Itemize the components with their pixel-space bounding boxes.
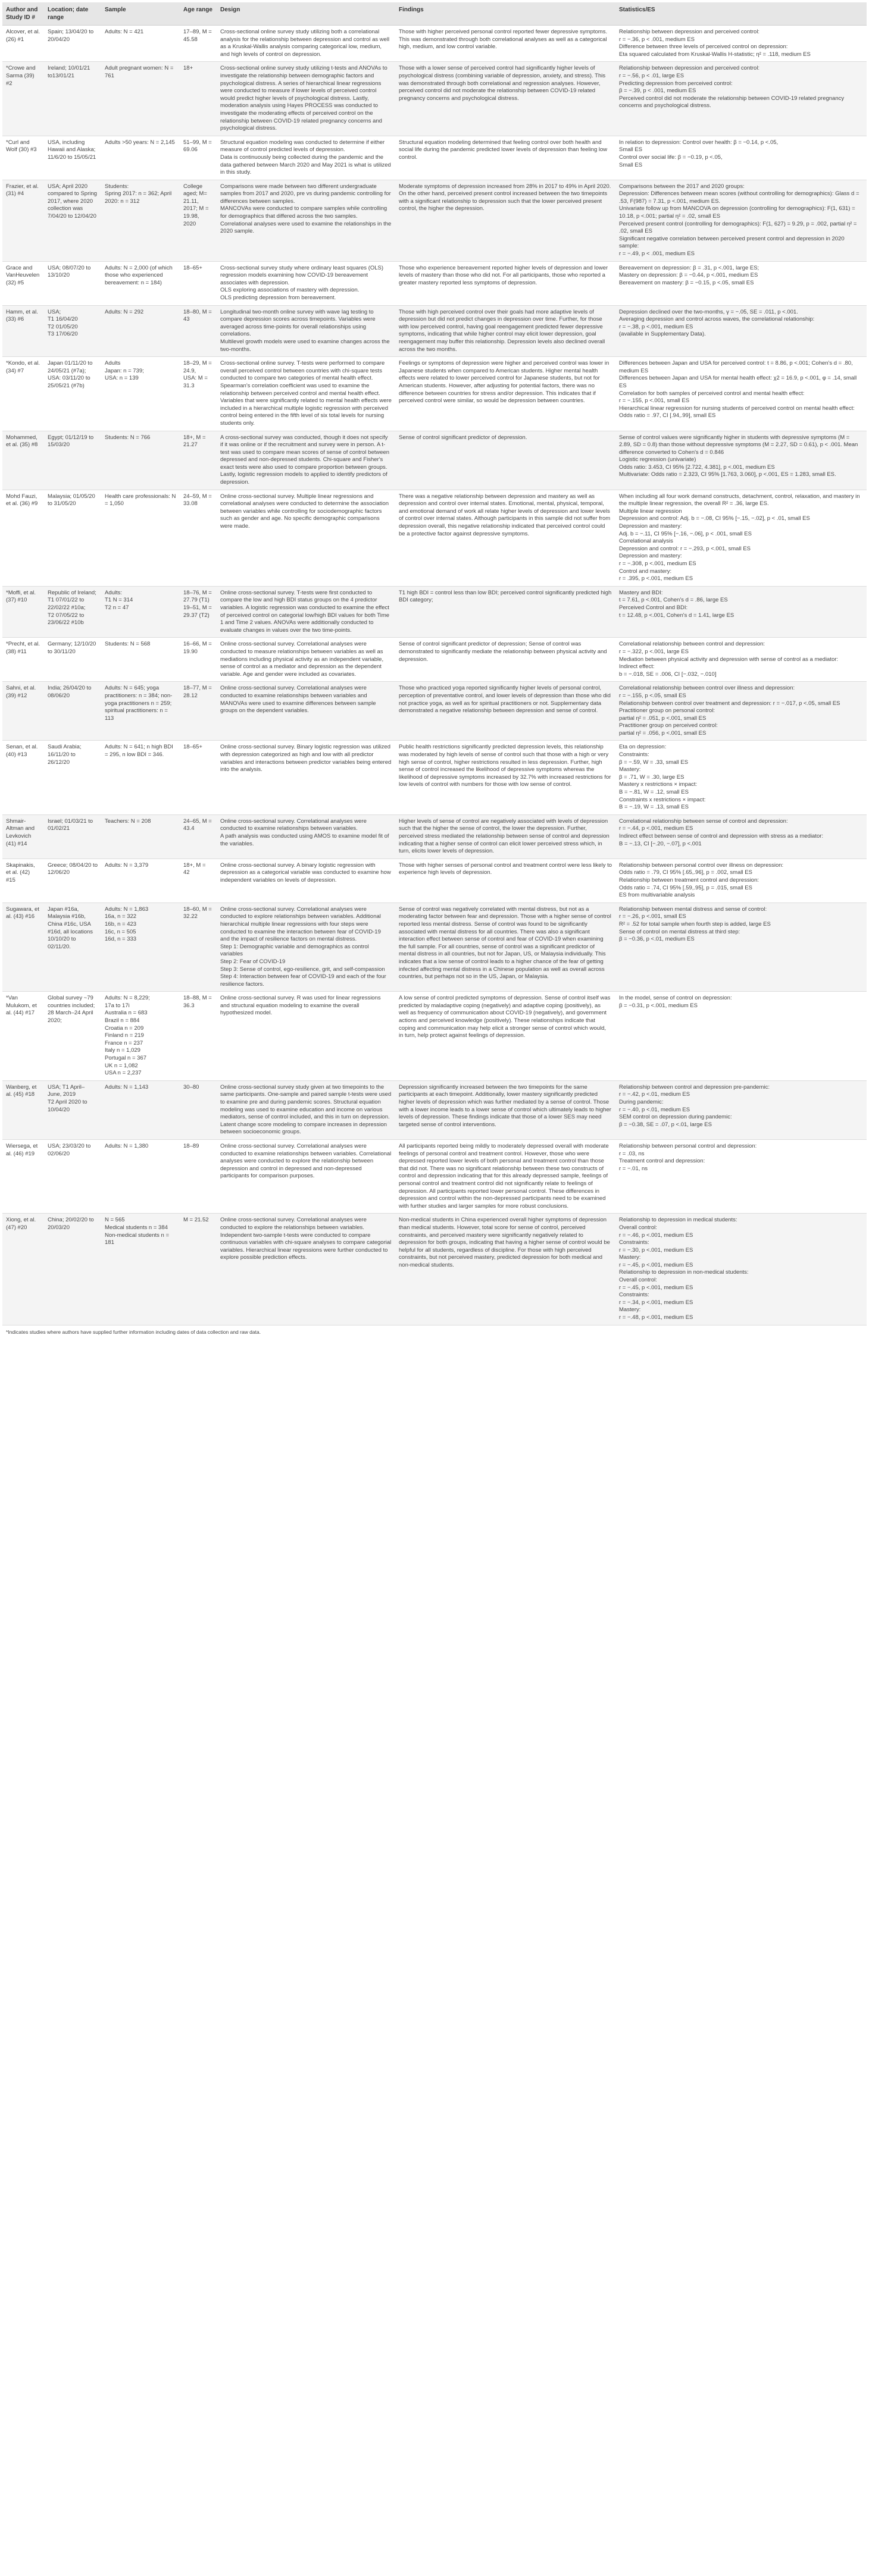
cell-findings: Those with a lower sense of perceived control had significantly higher levels of psychological distress (combining variable of depression, anxiety, and stress). This was demonstrated through both correlational and regression analyses. However, perceived control did not moderate the relationship between COVID-19 related pregnancy concerns and psychological distress. [395,62,615,136]
cell-findings: Sense of control significant predictor of depression. [395,431,615,490]
cell-age: 18–65+ [180,741,217,814]
cell-statistics: Comparisons between the 2017 and 2020 groups: Depression: Differences between mean scores (without controlling for demographics): Glass d = .53, F(987) = 7.31, p <.001, medium ES. Univariate follow up from MANCOVA on depression (controlling for demographics): F(1, 631) = 10.18, p <.001; partial η² = .02, small ES Perceived present control (controlling for demographics): F(1, 627) = 9.29, p = .002, partial η² = .02, small ES Significant negative correlation between perceived present control and depression in 2020 sample: r = −.49, p < .001, medium ES [615,180,867,261]
table-row [2,814,867,858]
cell-author: Mohammed, et al. (35) #8 [2,431,44,490]
cell-statistics: Eta on depression: Constraints: β = −.59, W = .33, small ES Mastery: β = .71, W = .30, large ES Mastery x restrictions × impact: B = −.81, W = .12, small ES Constraints x restrictions × impact: B = −.19, W = .13, small ES [615,741,867,814]
cell-statistics: Sense of control values were significantly higher in students with depressive symptoms (M = 2.89, SD = 0.8) than those without depressive symptoms (M = 2.27, SD = 0.61), p < .001. Mean difference converted to Cohen's d = 0.846 Logistic regression (univariate) Odds ratio: 3.453, CI 95% [2.722, 4.381], p <.001, medium ES Multivariate: Odds ratio = 2.323, CI 95% [1.763, 3.060], p <.001, ES = 1.283, small ES. [615,431,867,490]
cell-design: Cross-sectional survey study where ordinary least squares (OLS) regression models examining how COVID-19 bereavement associates with depression. OLS exploring associations of mastery with depression. OLS predicting depression from bereavement. [217,261,395,305]
table-row [2,902,867,992]
cell-findings: There was a negative relationship between depression and mastery as well as depression and control over internal states. Emotional, mental, physical, temporal, and emotional demand of work all relate higher levels of depression and lower levels of control over internal states. Although participants in this sample did not suffer from depression overall, this negative relationship indicated that perceived control could be a protective factor against depressive symptoms. [395,490,615,586]
cell-author: Wiersega, et al. (46) #19 [2,1139,44,1213]
cell-statistics: Relationship to depression in medical students: Overall control: r = −.46, p <.001, medium ES Constraints: r = −.30, p <.001, medium ES Mastery: r = −.45, p <.001, medium ES Relationship to depression in non-medical students: Overall control: r = −.45, p <.001, medium ES Constraints: r = −.34, p <.001, medium ES Mastery: r = −.48, p <.001, medium ES [615,1214,867,1325]
cell-statistics: When including all four work demand constructs, detachment, control, relaxation, and mastery in the multiple linear regression, the overall R² = .36, large ES. Multiple linear regression Depression and control: Adj. b = −.08, CI 95% [−.15, −.02], p < .01, small ES Depression and mastery: Adj. b = −.11, CI 95% [−.16, −.06], p < .001, small ES Correlational analysis Depression and control: r = −.293, p <.001, small ES Depression and mastery: r = −.308, p <.001, medium ES Control and mastery: r = .395, p <.001, medium ES [615,490,867,586]
cell-author: Mohd Fauzi, et al. (36) #9 [2,490,44,586]
cell-design: Comparisons were made between two different undergraduate samples from 2017 and 2020, pre vs during pandemic controlling for differences between samples. MANCOVAs were conducted to compare samples while controlling for demographics that differed across the two samples. Correlational analyses were used to examine the relationships in the 2020 sample. [217,180,395,261]
cell-author: *Van Mulukom, et al. (44) #17 [2,992,44,1081]
table-row [2,1214,867,1325]
cell-age: 18–80, M = 43 [180,305,217,357]
cell-age: 17–89, M = 45.58 [180,26,217,62]
cell-findings: Non-medical students in China experienced overall higher symptoms of depression than medical students. However, total score for sense of control, perceived constraints, and perceived mastery were significantly negatively related to depression for both groups, indicating that having a higher sense of control would be helpful for all students, regardless of discipline. For those with high perceived constraints, but not perceived mastery, predicted depression for both medical and non-medical students. [395,1214,615,1325]
cell-statistics: Relationship between control and depression pre-pandemic: r = −.42, p <.01, medium ES During pandemic: r = −.40, p <.01, medium ES SEM control on depression during pandemic: β = −0.38, SE = .07, p <.01, large ES [615,1080,867,1139]
cell-location: Egypt; 01/12/19 to 15/03/20 [44,431,101,490]
cell-findings: Those with high perceived control over their goals had more adaptive levels of depression but did not predict changes in depression over time. Further, for those with low perceived control, having goal reengagement predicted fewer depressive symptoms, indicating that while higher control may elicit lower depression, goal reengagement may buffer this relationship. Depression levels also declined overall across the two months. [395,305,615,357]
cell-design: A cross-sectional survey was conducted, though it does not specify if it was online or if the recruitment and survey were in person. A t-test was used to compare mean scores of sense of control between depressed and non-depressed students. Chi-square and Fisher's exact tests were also used to compare proportion between groups. Lastly, logistic regression models to applied to identify predictors of depression. [217,431,395,490]
cell-statistics: Relationship between mental distress and sense of control: r = −.26, p <.001, small ES R² = .52 for total sample when fourth step is added, large ES Sense of control on mental distress at third step: β = −0.36, p <.01, medium ES [615,902,867,992]
cell-age: 18–89 [180,1139,217,1213]
table-row [2,741,867,814]
cell-location: Israel; 01/03/21 to 01/02/21 [44,814,101,858]
cell-statistics: Bereavement on depression: β = .31, p <.001, large ES; Mastery on depression: β = −0.44, p <.001, medium ES Bereavement on mastery: β = −0.15, p <.05, small ES [615,261,867,305]
cell-design: Online cross-sectional survey. Correlational analyses were conducted to explore the relationships between variables. Independent two-sample t-tests were conducted to compare continuous variables with chi-square analyses to compare categorial variables. Hierarchical linear regressions were further conducted to explore possible prediction effects. [217,1214,395,1325]
cell-author: *Curl and Wolf (30) #3 [2,136,44,180]
cell-age: 18–29, M = 24.9, USA: M = 31.3 [180,357,217,431]
cell-location: USA; T1 16/04/20 T2 01/05/20 T3 17/06/20 [44,305,101,357]
table-row [2,26,867,62]
cell-design: Online cross-sectional survey. Correlational analyses were conducted to examine relationships between variables. A path analysis was conducted using AMOS to examine model fit of the variables. [217,814,395,858]
table-footnote: *Indicates studies where authors have supplied further information including dates of data collection and raw data. [6,1328,261,1335]
cell-age: 18–88, M = 36.3 [180,992,217,1081]
cell-findings: T1 high BDI = control less than low BDI; perceived control significantly predicted high BDI category; [395,586,615,638]
cell-author: Xiong, et al. (47) #20 [2,1214,44,1325]
cell-sample: Adults: N = 2,000 (of which those who experienced bereavement: n = 184) [101,261,180,305]
cell-age: 18–77, M = 28.12 [180,682,217,741]
table-row [2,992,867,1081]
cell-sample: Adults >50 years: N = 2,145 [101,136,180,180]
cell-findings: Those who experience bereavement reported higher levels of depression and lower levels of mastery than those who did not. For all participants, those who reported a greater mastery reported less symptoms of depression. [395,261,615,305]
cell-design: Online cross-sectional survey. Binary logistic regression was utilized with depression categorized as high and low with all predictor variables and interactions between predictor variables being entered into the analysis. [217,741,395,814]
table-row [2,180,867,261]
table-row [2,490,867,586]
cell-sample: Adults Japan: n = 739; USA: n = 139 [101,357,180,431]
header-author: Author and Study ID # [2,2,44,26]
cell-sample: Students: N = 568 [101,638,180,682]
table-row [2,586,867,638]
table-row [2,858,867,902]
cell-findings: Moderate symptoms of depression increased from 28% in 2017 to 49% in April 2020. On the other hand, perceived present control increased between the two timepoints with a significant relationship to depression such that the lower perceived present control, the higher the depression. [395,180,615,261]
cell-statistics: Correlational relationship between control and depression: r = −.322, p <.001, large ES Mediation between physical activity and depression with sense of control as a mediator: Indirect effect: b = −.018, SE = .006, CI [−.032, −.010] [615,638,867,682]
table-row [2,638,867,682]
table-row [2,261,867,305]
table-row [2,305,867,357]
cell-sample: Adults: N = 641; n high BDI = 295, n low BDI = 346. [101,741,180,814]
cell-age: College aged; M= 21.11, 2017; M = 19.98, 2020 [180,180,217,261]
cell-design: Online cross-sectional survey. T-tests were first conducted to compare the low and high BDI status groups on the 4 predictor variables. A logistic regression was conducted to examine the effect of perceived control on categorial low/high BDI values for both Time 1 and Time 2 values. ANOVAs were additionally conducted to evaluate changes in values over the two time-points. [217,586,395,638]
cell-location: USA; T1 April–June, 2019 T2 April 2020 to 10/04/20 [44,1080,101,1139]
cell-statistics: Depression declined over the two-months, γ = −.05, SE = .011, p <.001. Averaging depression and control across waves, the correlational relationship: r = −.38, p <.001, medium ES (available in Supplementary Data). [615,305,867,357]
cell-sample: Health care professionals: N = 1,050 [101,490,180,586]
cell-sample: Adults: N = 8,229; 17a to 17i Australia n = 683 Brazil n = 884 Croatia n = 209 Finland n = 219 France n = 237 Italy n = 1,029 Portugal n = 367 UK n = 1,082 USA n = 2,237 [101,992,180,1081]
cell-location: USA; 08/07/20 to 13/10/20 [44,261,101,305]
cell-age: 18+, M = 21.27 [180,431,217,490]
cell-findings: Those with higher perceived personal control reported fewer depressive symptoms. This was demonstrated through both correlational analyses as well as a categorical high, medium, and low control variable. [395,26,615,62]
cell-findings: Feelings or symptoms of depression were higher and perceived control was lower in Japanese students when compared to American students. Higher mental health effects were related to lower perceived control for Japanese students, but not for American students. However, after adjusting for potential factors, there was no difference between countries for stress and/or depression. This indicates that if perceived control were similar, so would be depression between countries. [395,357,615,431]
cell-sample: Students: N = 766 [101,431,180,490]
cell-sample: Adults: N = 292 [101,305,180,357]
cell-statistics: Differences between Japan and USA for perceived control: t = 8.86, p <.001; Cohen's d = .80, medium ES Differences between Japan and USA for mental health effect: χ2 = 16.9, p <.001, φ = .14, small ES Correlation for both samples of perceived control and mental health effect: r = −.155, p <.001, small ES Hierarchical linear regression for nursing students of perceived control on mental health effect: Odds ratio = .97, CI [.94,.99], small ES [615,357,867,431]
cell-findings: Sense of control was negatively correlated with mental distress, but not as a moderating factor between fear and depression. Those with a higher sense of control reported less mental distress. Sense of control was found to be significantly associated with mental distress for all countries. There was also a significant interaction effect between sense of control and fear of COVID-19 when examining the full sample. For all countries, sense of control was a significant predictor of mental distress in all countries, but not for Japan, US, or Malaysia individually. This indicates that a low sense of control leads to a higher chance of the fear of getting infected affecting mental distress in a Chinese population as well as overall across countries, but perhaps not so in the US, Japan, or Malaysia. [395,902,615,992]
cell-age: 18–76, M = 27.79 (T1) 19–51, M = 29.37 (T2) [180,586,217,638]
cell-findings: Public health restrictions significantly predicted depression levels, this relationship was moderated by high levels of sense of control such that those with a high or very high sense of control, higher restrictions resulted in less depression. Further, high sense of control increased the likelihood of depressive symptoms whereas the likelihood of depressive symptoms increased by 32.7% with increased restrictions for low levels of control with numbers for those with low sense of control. [395,741,615,814]
cell-statistics: Relationship between depression and perceived control: r = −.56, p < .01, large ES Predicting depression from perceived control: β = −.39, p < .001, medium ES Perceived control did not moderate the relationship between COVID-19 related pregnancy concerns and psychological distress. [615,62,867,136]
cell-location: Ireland; 10/01/21 to13/01/21 [44,62,101,136]
cell-design: Online cross-sectional survey. A binary logistic regression with depression as a categorical variable was conducted to examine how independent variables on levels of depression. [217,858,395,902]
table-row [2,1139,867,1213]
cell-design: Cross-sectional online survey. T-tests were performed to compare overall perceived control between countries with chi-square tests conducted to compare two categories of mental health effect. Spearman's correlation coefficient was used to examine the relationship between perceived control and mental health effect. Variables that were significantly related to mental health effects were included in a hierarchical multiple logistic regression with perceived control being entered in the fifth level of six total levels for nursing students only. [217,357,395,431]
cell-location: India; 26/04/20 to 08/06/20 [44,682,101,741]
cell-findings: Those with higher senses of personal control and treatment control were less likely to experience high levels of depression. [395,858,615,902]
cell-author: Sahni, et al. (39) #12 [2,682,44,741]
cell-author: Grace and VanHeuvelen (32) #5 [2,261,44,305]
table-row [2,357,867,431]
cell-author: *Crowe and Sarma (39) #2 [2,62,44,136]
cell-statistics: In relation to depression: Control over health: β = −0.14, p <.05, Small ES Control over social life: β = −0.19, p <.05, Small ES [615,136,867,180]
cell-statistics: Relationship between depression and perceived control: r = −.36, p < .001, medium ES Difference between three levels of perceived control on depression: Eta squared calculated from Kruskal-Wallis H-statistic; η² = .118, medium ES [615,26,867,62]
cell-design: Online cross-sectional survey. Multiple linear regressions and correlational analyses were conducted to determine the association between variables while controlling for sociodemographic factors such as gender and age. No specific demographic comparisons were made. [217,490,395,586]
cell-sample: N = 565 Medical students n = 384 Non-medical students n = 181 [101,1214,180,1325]
cell-sample: Adults: N = 1,143 [101,1080,180,1139]
cell-location: Spain; 13/04/20 to 20/04/20 [44,26,101,62]
cell-design: Online cross-sectional survey. Correlational analyses were conducted to examine relationships between variables. Correlational analyses were conducted to explore the relationship between depression and control in depressed and non-depressed participants for comparison purposes. [217,1139,395,1213]
cell-sample: Adults: N = 1,380 [101,1139,180,1213]
table-row [2,682,867,741]
cell-statistics: In the model, sense of control on depression: β = −0.31, p <.001, medium ES [615,992,867,1081]
cell-author: Frazier, et al. (31) #4 [2,180,44,261]
cell-design: Online cross-sectional survey study given at two timepoints to the same participants. One-sample and paired sample t-tests were used to examine pre and during pandemic scores. Structural equation modeling was used to examine education and income on various mediators, sense of control included, and this in turn on depression. Latent change score modeling to compare increases in depression between socioeconomic groups. [217,1080,395,1139]
cell-age: 18–60, M = 32.22 [180,902,217,992]
cell-location: Japan #16a, Malaysia #16b, China #16c, USA #16d, all locations 10/10/20 to 02/11/20. [44,902,101,992]
studies-table [2,2,867,1325]
cell-statistics: Correlational relationship between sense of control and depression: r = −.44, p <.001, medium ES Indirect effect between sense of control and depression with stress as a mediator: B = −.13, CI [−.20, −.07], p <.001 [615,814,867,858]
cell-findings: All participants reported being mildly to moderately depressed overall with moderate feelings of personal control and treatment control. However, those who were depressed reported lower levels of both personal and treatment control than those that did not. There was no significant relationship between these two constructs of control and depression indicating that for this already depressed sample, feelings of personal control and treatment control did not significantly relate to feelings of depression. All participants reported lower personal control. These differences in depression and control within the non-depressed participants need to be examined with further studies and larger samples for more robust conclusions. [395,1139,615,1213]
cell-findings: A low sense of control predicted symptoms of depression. Sense of control itself was predicted by maladaptive coping (negatively) and adaptive coping (positively), as well as frequency of communication about COVID-19 (negatively), and government actions and perceived knowledge (positively). These relationships indicate that coping and communication may help elicit a stronger sense of control which would, in turn, help protect against feelings of depression. [395,992,615,1081]
cell-sample: Adult pregnant women: N = 761 [101,62,180,136]
cell-statistics: Mastery and BDI: t = 7.61, p <.001, Cohen's d = .86, large ES Perceived Control and BDI: t = 12.48, p <.001, Cohen's d = 1.41, large ES [615,586,867,638]
cell-author: Shmair-Altman and Levkovich (41) #14 [2,814,44,858]
table-row [2,62,867,136]
header-design: Design [217,2,395,26]
cell-findings: Higher levels of sense of control are negatively associated with levels of depression such that the higher the sense of control, the lower the depression. Further, perceived stress mediated the relationship between sense of control and depression indicating that a higher sense of control can elicit lower perceived stress which, in turn, elicits lower levels of depression. [395,814,615,858]
table-row [2,1080,867,1139]
cell-sample: Students: Spring 2017: n = 362; April 2020: n = 312 [101,180,180,261]
cell-location: China; 20/02/20 to 20/03/20 [44,1214,101,1325]
header-location: Location; date range [44,2,101,26]
cell-statistics: Correlational relationship between control over illness and depression: r = −.155, p <.05, small ES Relationship between control over treatment and depression: r = −.017, p <.05, small ES Practitioner group on personal control: partial η² = .051, p <.001, small ES Practitioner group on perceived control: partial η² = .056, p <.001, small ES [615,682,867,741]
cell-location: Global survey ~79 countries included; 28 March–24 April 2020; [44,992,101,1081]
cell-findings: Sense of control significant predictor of depression; Sense of control was demonstrated to significantly mediate the relationship between physical activity and depression. [395,638,615,682]
cell-design: Online cross-sectional survey. Correlational analyses were conducted to explore relationships between variables. Additional hierarchical multiple linear regressions with four steps were conducted to examine the interaction between fear of COVID-19 and the impact of resilience factors on mental distress. Step 1: Demographic variable and demographics as control variables Step 2: Fear of COVID-19 Step 3: Sense of control, ego-resilience, grit, and self-compassion Step 4: Interaction between fear of COVID-19 and each of the four resilience factors. [217,902,395,992]
cell-age: 18+, M = 42 [180,858,217,902]
cell-design: Online cross-sectional survey. R was used for linear regressions and structural equation modeling to examine the overall hypothesized model. [217,992,395,1081]
cell-author: Hamm, et al. (33) #6 [2,305,44,357]
cell-findings: Structural equation modeling determined that feeling control over both health and social life during the pandemic predicted lower levels of depression than feeling low control. [395,136,615,180]
cell-author: Wanberg, et al. (45) #18 [2,1080,44,1139]
cell-design: Cross-sectional online survey study utilizing t-tests and ANOVAs to investigate the relationship between demographic factors and psychological distress. A series of hierarchical linear regressions were conducted to measure if lower levels of perceived control would predict higher levels of psychological distress. Lastly, moderation analysis using Hayes PROCESS was conducted to investigate the moderating effects of perceived control on the relationship between COVID-19 related pregnancy concerns and psychological distress. [217,62,395,136]
table-row [2,431,867,490]
cell-location: Malaysia; 01/05/20 to 31/05/20 [44,490,101,586]
cell-location: Greece; 08/04/20 to 12/06/20 [44,858,101,902]
cell-location: USA; 23/03/20 to 02/06/20 [44,1139,101,1213]
cell-design: Cross-sectional online survey study utilizing both a correlational analysis for the relationship between depression and control as well as a Kruskal-Wallis analysis comparing categorical low, medium, and high levels of control on depression. [217,26,395,62]
cell-findings: Depression significantly increased between the two timepoints for the same participants at each timepoint. Additionally, lower mastery significantly predicted higher levels of depression which was further mediated by a sense of control. Those with a lower income leads to a lower sense of control which ultimately leads to higher levels of depression. These findings indicate that those of a lower SES may need targeted sense of control interventions. [395,1080,615,1139]
cell-sample: Adults: N = 3,379 [101,858,180,902]
cell-age: 30–80 [180,1080,217,1139]
table-body [2,26,867,1325]
cell-age: 51–99, M = 69.06 [180,136,217,180]
cell-design: Online cross-sectional survey. Correlational analyses were conducted to measure relationships between variables as well as mediations including physical activity as an independent variable, sense of control as a mediator and depression as the dependent variable. Age and gender were included as covariates. [217,638,395,682]
cell-findings: Those who practiced yoga reported significantly higher levels of personal control, perception of preventative control, and lower levels of depression than those who did not practice yoga, as well as for spiritual practitioners or not. Supplementary data demonstrated a negative relationship between depression and sense of control. [395,682,615,741]
cell-design: Online cross-sectional survey. Correlational analyses were conducted to examine relationships between variables and MANOVAs were used to examine differences between sample groups on the dependent variables. [217,682,395,741]
cell-location: USA, including Hawaii and Alaska; 11/6/20 to 15/05/21 [44,136,101,180]
cell-author: *Kondo, et al. (34) #7 [2,357,44,431]
cell-sample: Adults: N = 421 [101,26,180,62]
cell-author: *Moffi, et al. (37) #10 [2,586,44,638]
cell-location: Saudi Arabia; 16/11/20 to 26/12/20 [44,741,101,814]
cell-author: Sugawara, et al. (43) #16 [2,902,44,992]
cell-age: 24–59, M = 33.08 [180,490,217,586]
cell-author: Senan, et al. (40) #13 [2,741,44,814]
table-header-row [2,2,867,26]
cell-age: 24–65, M = 43.4 [180,814,217,858]
header-sample: Sample [101,2,180,26]
cell-age: 18–65+ [180,261,217,305]
cell-design: Longitudinal two-month online survey with wave lag testing to compare depression scores across timepoints. Variables were averaged across time-points for overall relationships using correlations. Multilevel growth models were used to examine changes across the two-months. [217,305,395,357]
cell-sample: Adults: T1 N = 314 T2 n = 47 [101,586,180,638]
cell-location: Germany; 12/10/20 to 30/11/20 [44,638,101,682]
cell-location: Japan 01/11/20 to 24/05/21 (#7a); USA: 03/11/20 to 25/05/21 (#7b) [44,357,101,431]
cell-sample: Adults: N = 1,863 16a, n = 322 16b, n = 423 16c, n = 505 16d, n = 333 [101,902,180,992]
cell-age: 18+ [180,62,217,136]
cell-author: Alcover, et al. (26) #1 [2,26,44,62]
cell-author: *Precht, et al. (38) #11 [2,638,44,682]
cell-sample: Adults: N = 645; yoga practitioners: n = 384; non-yoga practitioners n = 259; spiritual practitioners: n = 113 [101,682,180,741]
cell-statistics: Relationship between personal control over illness on depression: Odds ratio = .79, CI 95% [.65,.96], p = .002, small ES Relationship between treatment control and depression: Odds ratio = .74, CI 95% [.59,.95], p = .015, small ES ES from multivariable analysis [615,858,867,902]
cell-age: M = 21.52 [180,1214,217,1325]
header-findings: Findings [395,2,615,26]
cell-design: Structural equation modeling was conducted to determine if either measure of control predicted levels of depression. Data is continuously being collected during the pandemic and the data gathered between March 2020 and May 2021 is what is utilized in this study. [217,136,395,180]
cell-author: Skapinakis, et al. (42) #15 [2,858,44,902]
cell-location: Republic of Ireland; T1 07/01/22 to 22/02/22 #10a; T2 07/05/22 to 23/06/22 #10b [44,586,101,638]
header-statistics: Statistics/ES [615,2,867,26]
cell-sample: Teachers: N = 208 [101,814,180,858]
header-age: Age range [180,2,217,26]
cell-age: 16–66, M = 19.90 [180,638,217,682]
table-row [2,136,867,180]
cell-location: USA; April 2020 compared to Spring 2017, where 2020 collection was 7/04/20 to 12/04/20 [44,180,101,261]
cell-statistics: Relationship between personal control and depression: r = .03, ns Treatment control and depression: r = −.01, ns [615,1139,867,1213]
